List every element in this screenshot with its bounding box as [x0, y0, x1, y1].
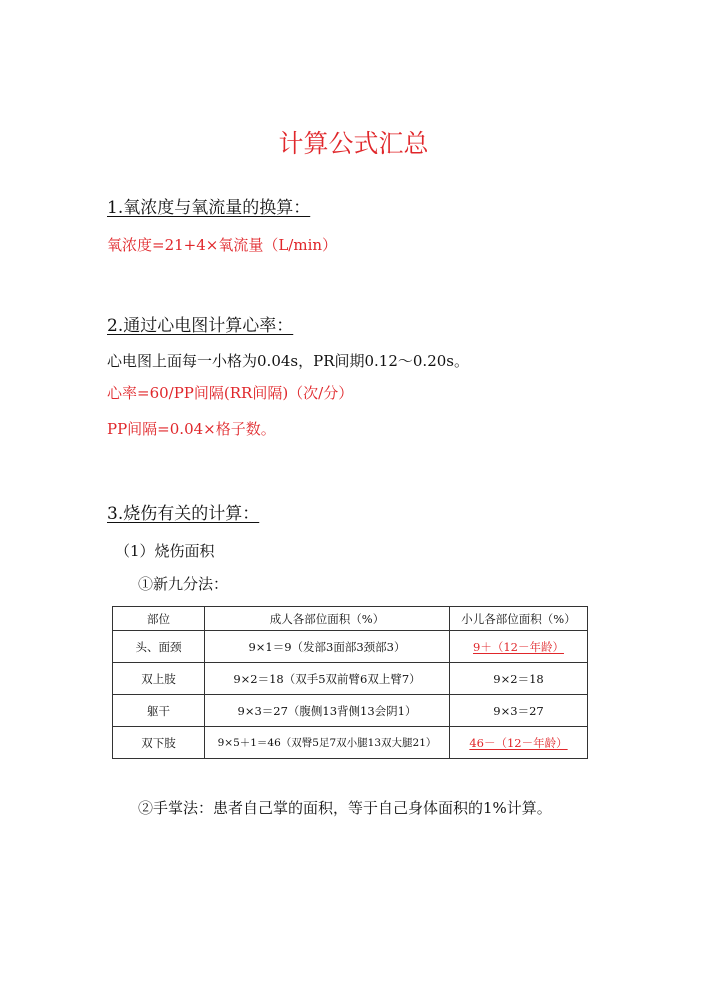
- oxygen-formula: 氧浓度=21+4×氧流量（L/min）: [107, 236, 338, 254]
- page-title: 计算公式汇总: [278, 129, 429, 158]
- section-2-heading: [107, 311, 293, 336]
- section-3-heading: [107, 499, 259, 524]
- section-1-heading: [107, 193, 310, 218]
- table-row: [113, 663, 588, 695]
- table-cell: [450, 727, 588, 759]
- table-header-cell: 小儿各部位面积（%）: [450, 607, 588, 631]
- table-cell: 躯干: [113, 695, 205, 727]
- section-3-heading-text: 3.烧伤有关的计算：: [107, 504, 260, 524]
- palm-method-text: ②手掌法：患者自己掌的面积，等于自己身体面积的1%计算。: [138, 799, 552, 817]
- child-formula: 46－（12－年龄）: [469, 735, 568, 750]
- table-cell: 9×5＋1＝46（双臀5足7双小腿13双大腿21）: [205, 727, 450, 759]
- table-cell: 9×2＝18（双手5双前臂6双上臂7）: [205, 663, 450, 695]
- table-row: [113, 631, 588, 663]
- table-cell: 9×3＝27（腹侧13背侧13会阴1）: [205, 695, 450, 727]
- table-row: [113, 727, 588, 759]
- burn-area-table: [112, 606, 588, 759]
- table-cell: [450, 631, 588, 663]
- table-cell: 9×2＝18: [450, 663, 588, 695]
- table-cell: 9×3＝27: [450, 695, 588, 727]
- table-cell: 头、面颈: [113, 631, 205, 663]
- table-header-cell: 成人各部位面积（%）: [205, 607, 450, 631]
- ecg-grid-info: 心电图上面每一小格为0.04s，PR间期0.12～0.20s。: [107, 352, 469, 370]
- table-cell: 9×1＝9（发部3面部3颈部3）: [205, 631, 450, 663]
- burn-area-subheading: （1）烧伤面积: [115, 542, 215, 560]
- table-cell: 双下肢: [113, 727, 205, 759]
- table-header-row: [113, 607, 588, 631]
- pp-interval-formula: PP间隔=0.04×格子数。: [107, 420, 276, 438]
- table-row: [113, 695, 588, 727]
- table-cell: 双上肢: [113, 663, 205, 695]
- new-rule-of-nines-label: ①新九分法：: [138, 575, 229, 593]
- section-2-heading-text: 2.通过心电图计算心率：: [107, 316, 294, 336]
- heart-rate-formula: 心率=60/PP间隔(RR间隔)（次/分）: [107, 384, 354, 402]
- table-header-cell: 部位: [113, 607, 205, 631]
- section-1-heading-text: 1.氧浓度与氧流量的换算：: [107, 198, 311, 218]
- child-formula: 9＋（12－年龄）: [473, 639, 564, 654]
